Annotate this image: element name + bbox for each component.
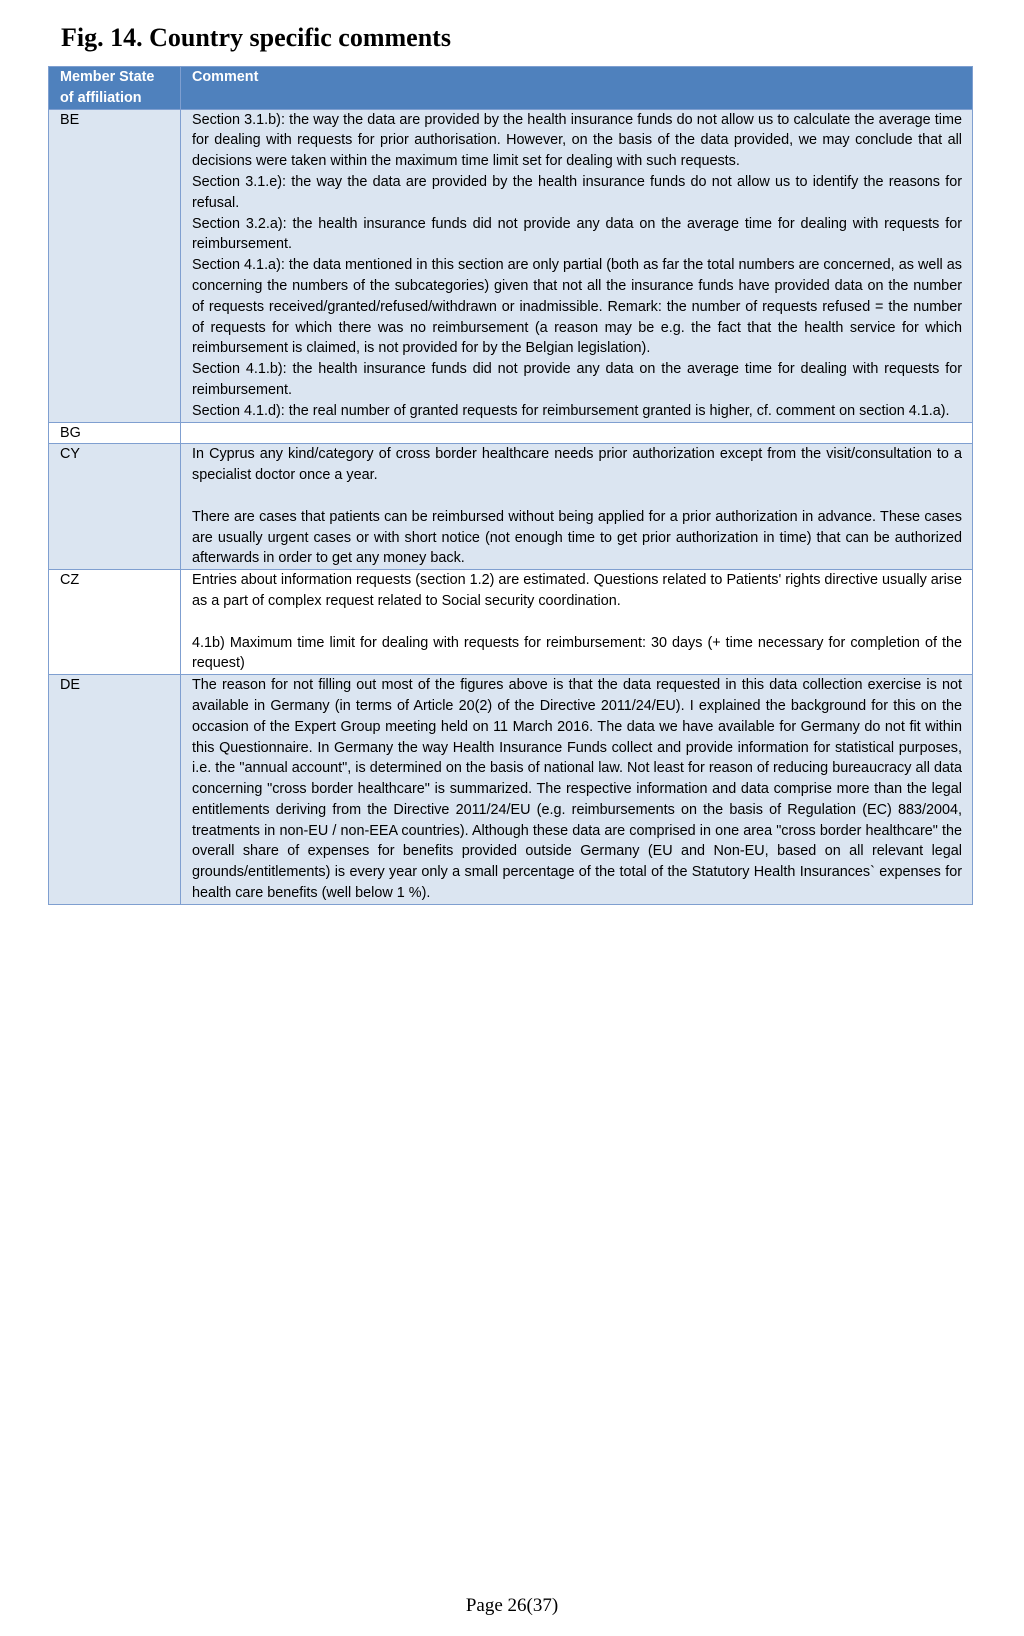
- comment-paragraph: Section 3.2.a): the health insurance funds did not provide any data on the average time for dealing with requests for reimbursement.: [192, 215, 962, 253]
- table-row-cy: [49, 444, 973, 570]
- country-comments-table-container: [48, 66, 972, 905]
- table-row-be: [49, 109, 973, 422]
- country-cell: BE: [49, 109, 181, 422]
- country-cell: BG: [49, 422, 181, 444]
- table-row-de: [49, 675, 973, 905]
- table-row-bg: [49, 422, 973, 444]
- country-cell: CZ: [49, 570, 181, 675]
- country-cell: CY: [49, 444, 181, 570]
- country-comments-table: [48, 66, 973, 905]
- comment-cell-empty: [181, 422, 973, 444]
- country-cell: DE: [49, 675, 181, 905]
- comment-paragraph: Section 4.1.d): the real number of granted requests for reimbursement granted is higher, cf. comment on section 4.1.a).: [192, 402, 950, 419]
- table-row-cz: [49, 570, 973, 675]
- comment-paragraph: There are cases that patients can be reimbursed without being applied for a prior authorization in advance. These cases are usually urgent cases or with short notice (not enough time to get prior authorization in time) that can be authorized afterwards in order to get any money back.: [192, 508, 962, 567]
- page-number: Page 26(37): [465, 1595, 559, 1616]
- comment-cell: [181, 675, 973, 905]
- header-comment: Comment: [181, 67, 973, 110]
- comment-paragraph: In Cyprus any kind/category of cross border healthcare needs prior authorization except from the visit/consultation to a specialist doctor once a year.: [192, 446, 962, 484]
- comment-paragraph: Section 4.1.a): the data mentioned in this section are only partial (both as far the total numbers are concerned, as well as concerning the numbers of the subcategories) given that not all the insurance funds have provided data on the number of requests received/granted/refused/withdrawn or inadmissible. Remark: the number of requests refused = the number of requests for which there was no reimbursement (a reason may be e.g. the fact that the health service for which reimbursement is claimed, is not provided for by the Belgian legislation).: [192, 257, 962, 357]
- comment-paragraph: The reason for not filling out most of the figures above is that the data requested in this data collection exercise is not available in Germany (in terms of Article 20(2) of the Directive 2011/24/EU). I explained the background for this on the occasion of the Expert Group meeting held on 11 March 2016. The data we have available for Germany do not fit within this Questionnaire. In Germany the way Health Insurance Funds collect and provide information for statistical purposes, i.e. the "annual account", is determined on the basis of national law. Not least for reason of reducing bureaucracy all data concerning "cross border healthcare" is summarized. The respective information and data comprise more than the legal entitlements deriving from the Directive 2011/24/EU (e.g. reimbursements on the basis of Regulation (EC) 883/2004, treatments in non-EU / non-EEA countries). Although these data are comprised in one area "cross border healthcare" the overall share of expenses for benefits provided outside Germany (EU and Non-EU, based on all relevant legal grounds/entitlements) is every year only a small percentage of the total of the Statutory Health Insurances` expenses for health care benefits (well below 1 %).: [192, 677, 962, 902]
- comment-paragraph: Section 3.1.e): the way the data are provided by the health insurance funds do not allow us to identify the reasons for refusal.: [192, 173, 962, 211]
- comment-paragraph: Section 3.1.b): the way the data are provided by the health insurance funds do not allow us to calculate the average time for dealing with requests for prior authorisation. However, on the basis of the data provided, we may conclude that all decisions were taken within the maximum time limit set for dealing with such requests.: [192, 111, 962, 170]
- comment-cell: [181, 444, 973, 570]
- comment-paragraph: Section 4.1.b): the health insurance funds did not provide any data on the average time for dealing with requests for reimbursement.: [192, 361, 962, 398]
- header-member-state: Member State of affiliation: [49, 67, 181, 110]
- comment-paragraph: 4.1b) Maximum time limit for dealing with requests for reimbursement: 30 days (+ time necessary for completion of the request): [192, 634, 962, 672]
- comment-paragraph: Entries about information requests (section 1.2) are estimated. Questions related to Patients' rights directive usually arise as a part of complex request related to Social security coordination.: [192, 572, 962, 609]
- comment-cell: [181, 109, 973, 422]
- figure-title: Fig. 14. Country specific comments: [61, 23, 451, 52]
- table-header-row: [49, 67, 973, 110]
- comment-cell: [181, 570, 973, 675]
